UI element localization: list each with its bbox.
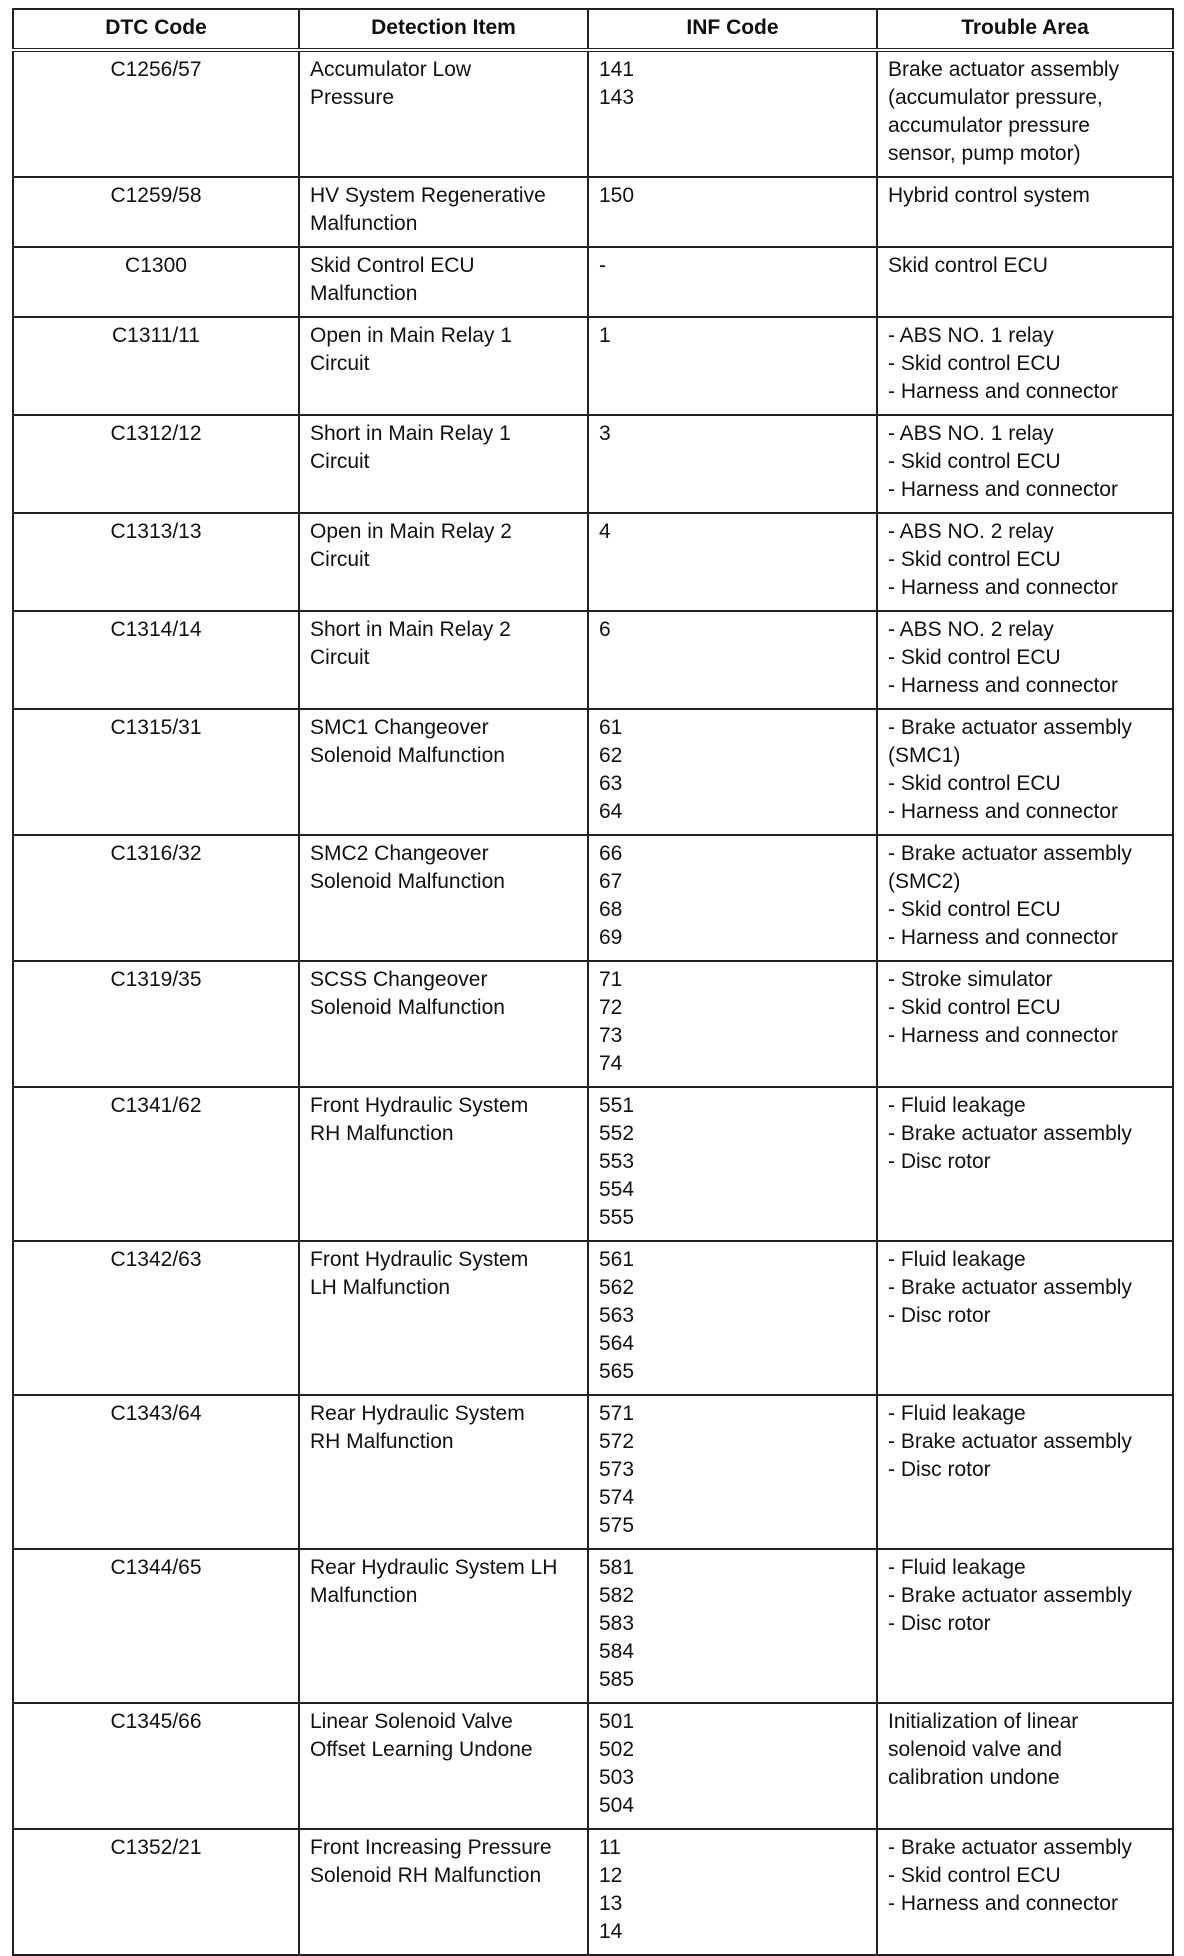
dtc-code-cell: C1312/12 — [13, 415, 299, 513]
header-trouble-area: Trouble Area — [877, 9, 1173, 50]
dtc-code-cell: C1314/14 — [13, 611, 299, 709]
inf-code-cell — [588, 317, 877, 415]
inf-code-line: 503 — [599, 1766, 635, 1789]
detection-item-line: Offset Learning Undone — [310, 1738, 533, 1761]
detection-item-line: SMC2 Changeover — [310, 842, 489, 865]
trouble-area-line: - Skid control ECU — [888, 898, 1061, 921]
table-row — [13, 961, 1173, 1087]
table-row — [13, 1241, 1173, 1395]
dtc-code-cell: C1319/35 — [13, 961, 299, 1087]
detection-item-line: Solenoid Malfunction — [310, 870, 505, 893]
table-row — [13, 1703, 1173, 1829]
table-body — [13, 50, 1173, 1955]
inf-code-line: 554 — [599, 1178, 635, 1201]
trouble-area-cell — [877, 247, 1173, 317]
inf-code-line: 563 — [599, 1304, 635, 1327]
trouble-area-line: - Skid control ECU — [888, 1864, 1061, 1887]
detection-item-cell — [299, 1829, 588, 1955]
detection-item-line: Accumulator Low — [310, 58, 472, 81]
trouble-area-line: - Disc rotor — [888, 1612, 991, 1635]
trouble-area-line: - Brake actuator assembly — [888, 1122, 1132, 1145]
detection-item-line: Solenoid RH Malfunction — [310, 1864, 542, 1887]
inf-code-line: 3 — [599, 422, 611, 445]
inf-code-line: 555 — [599, 1206, 635, 1229]
inf-code-line: 583 — [599, 1612, 635, 1635]
trouble-area-line: - Skid control ECU — [888, 548, 1061, 571]
trouble-area-line: - ABS NO. 1 relay — [888, 422, 1054, 445]
inf-code-line: 61 — [599, 716, 623, 739]
detection-item-cell — [299, 709, 588, 835]
detection-item-line: Solenoid Malfunction — [310, 996, 505, 1019]
inf-code-line: 64 — [599, 800, 623, 823]
trouble-area-line: (accumulator pressure, — [888, 86, 1103, 109]
inf-code-line: 571 — [599, 1402, 635, 1425]
trouble-area-line: - Brake actuator assembly — [888, 1430, 1132, 1453]
inf-code-line: 66 — [599, 842, 623, 865]
detection-item-line: Malfunction — [310, 282, 418, 305]
trouble-area-line: - Harness and connector — [888, 1892, 1118, 1915]
inf-code-line: 572 — [599, 1430, 635, 1453]
trouble-area-cell — [877, 1087, 1173, 1241]
trouble-area-line: - ABS NO. 2 relay — [888, 520, 1054, 543]
dtc-code-cell: C1316/32 — [13, 835, 299, 961]
table-row — [13, 177, 1173, 247]
trouble-area-line: - Harness and connector — [888, 1024, 1118, 1047]
header-inf-code: INF Code — [588, 9, 877, 50]
dtc-code-cell: C1300 — [13, 247, 299, 317]
detection-item-line: RH Malfunction — [310, 1430, 454, 1453]
table-header-row — [13, 9, 1173, 50]
inf-code-cell — [588, 961, 877, 1087]
trouble-area-line: - Harness and connector — [888, 478, 1118, 501]
dtc-code-cell: C1259/58 — [13, 177, 299, 247]
table-row — [13, 611, 1173, 709]
dtc-code-cell: C1344/65 — [13, 1549, 299, 1703]
trouble-area-line: - Harness and connector — [888, 800, 1118, 823]
dtc-code-cell: C1256/57 — [13, 50, 299, 177]
inf-code-line: 68 — [599, 898, 623, 921]
inf-code-cell — [588, 513, 877, 611]
detection-item-line: Front Hydraulic System — [310, 1094, 529, 1117]
trouble-area-line: sensor, pump motor) — [888, 142, 1081, 165]
trouble-area-line: (SMC1) — [888, 744, 961, 767]
trouble-area-line: solenoid valve and — [888, 1738, 1062, 1761]
trouble-area-line: - Skid control ECU — [888, 996, 1061, 1019]
trouble-area-cell — [877, 1395, 1173, 1549]
inf-code-line: 501 — [599, 1710, 635, 1733]
inf-code-line: 565 — [599, 1360, 635, 1383]
trouble-area-line: - Harness and connector — [888, 926, 1118, 949]
detection-item-line: Rear Hydraulic System — [310, 1402, 525, 1425]
trouble-area-line: Brake actuator assembly — [888, 58, 1120, 81]
table-row — [13, 247, 1173, 317]
dtc-code-cell: C1342/63 — [13, 1241, 299, 1395]
inf-code-line: 551 — [599, 1094, 635, 1117]
table-row — [13, 835, 1173, 961]
inf-code-cell — [588, 177, 877, 247]
inf-code-line: 584 — [599, 1640, 635, 1663]
inf-code-line: 562 — [599, 1276, 635, 1299]
trouble-area-line: - Skid control ECU — [888, 646, 1061, 669]
inf-code-line: 14 — [599, 1920, 623, 1943]
dtc-code-cell: C1345/66 — [13, 1703, 299, 1829]
inf-code-line: 11 — [599, 1836, 621, 1859]
trouble-area-line: - Brake actuator assembly — [888, 1836, 1132, 1859]
trouble-area-line: - Skid control ECU — [888, 772, 1061, 795]
trouble-area-line: - Skid control ECU — [888, 450, 1061, 473]
inf-code-line: 150 — [599, 184, 635, 207]
inf-code-cell — [588, 415, 877, 513]
header-detection-item: Detection Item — [299, 9, 588, 50]
table-row — [13, 317, 1173, 415]
inf-code-cell — [588, 1549, 877, 1703]
inf-code-line: 63 — [599, 772, 623, 795]
detection-item-line: SMC1 Changeover — [310, 716, 489, 739]
detection-item-cell — [299, 415, 588, 513]
inf-code-line: 143 — [599, 86, 635, 109]
inf-code-line: 72 — [599, 996, 623, 1019]
inf-code-cell — [588, 1829, 877, 1955]
trouble-area-line: Initialization of linear — [888, 1710, 1079, 1733]
inf-code-line: 141 — [599, 58, 635, 81]
detection-item-line: RH Malfunction — [310, 1122, 454, 1145]
inf-code-cell — [588, 1395, 877, 1549]
detection-item-cell — [299, 835, 588, 961]
table-row — [13, 1395, 1173, 1549]
detection-item-line: Solenoid Malfunction — [310, 744, 505, 767]
inf-code-line: 69 — [599, 926, 623, 949]
detection-item-line: Circuit — [310, 548, 370, 571]
trouble-area-line: - Fluid leakage — [888, 1248, 1026, 1271]
detection-item-line: Open in Main Relay 1 — [310, 324, 512, 347]
inf-code-line: 67 — [599, 870, 623, 893]
detection-item-line: Rear Hydraulic System LH — [310, 1556, 558, 1579]
detection-item-line: Front Increasing Pressure — [310, 1836, 552, 1859]
trouble-area-line: - Fluid leakage — [888, 1556, 1026, 1579]
detection-item-cell — [299, 177, 588, 247]
inf-code-line: 13 — [599, 1892, 623, 1915]
trouble-area-cell — [877, 1703, 1173, 1829]
inf-code-line: 12 — [599, 1864, 623, 1887]
detection-item-line: Malfunction — [310, 1584, 418, 1607]
inf-code-cell — [588, 247, 877, 317]
inf-code-line: - — [599, 254, 606, 277]
trouble-area-line: - Brake actuator assembly — [888, 842, 1132, 865]
detection-item-cell — [299, 1395, 588, 1549]
trouble-area-cell — [877, 611, 1173, 709]
detection-item-line: HV System Regenerative — [310, 184, 546, 207]
trouble-area-line: - Stroke simulator — [888, 968, 1053, 991]
table-row — [13, 709, 1173, 835]
detection-item-line: Circuit — [310, 450, 370, 473]
trouble-area-line: - Disc rotor — [888, 1458, 991, 1481]
dtc-table-container — [12, 8, 1172, 1956]
detection-item-line: Open in Main Relay 2 — [310, 520, 512, 543]
trouble-area-cell — [877, 415, 1173, 513]
trouble-area-line: - Brake actuator assembly — [888, 1276, 1132, 1299]
dtc-table — [12, 8, 1174, 1956]
detection-item-cell — [299, 50, 588, 177]
inf-code-line: 564 — [599, 1332, 635, 1355]
inf-code-cell — [588, 50, 877, 177]
table-row — [13, 513, 1173, 611]
table-row — [13, 50, 1173, 177]
inf-code-cell — [588, 1241, 877, 1395]
detection-item-line: SCSS Changeover — [310, 968, 488, 991]
trouble-area-cell — [877, 177, 1173, 247]
detection-item-line: Short in Main Relay 2 — [310, 618, 511, 641]
detection-item-line: Circuit — [310, 352, 370, 375]
detection-item-cell — [299, 1549, 588, 1703]
trouble-area-line: - Fluid leakage — [888, 1402, 1026, 1425]
detection-item-cell — [299, 1241, 588, 1395]
dtc-code-cell: C1315/31 — [13, 709, 299, 835]
detection-item-line: LH Malfunction — [310, 1276, 451, 1299]
inf-code-cell — [588, 611, 877, 709]
detection-item-cell — [299, 317, 588, 415]
detection-item-line: Skid Control ECU — [310, 254, 475, 277]
trouble-area-line: - Harness and connector — [888, 576, 1118, 599]
trouble-area-line: calibration undone — [888, 1766, 1060, 1789]
table-row — [13, 1829, 1173, 1955]
trouble-area-line: - Disc rotor — [888, 1150, 991, 1173]
inf-code-cell — [588, 1087, 877, 1241]
inf-code-line: 552 — [599, 1122, 635, 1145]
table-row — [13, 1549, 1173, 1703]
detection-item-line: Pressure — [310, 86, 395, 109]
detection-item-cell — [299, 611, 588, 709]
inf-code-line: 585 — [599, 1668, 635, 1691]
trouble-area-cell — [877, 961, 1173, 1087]
trouble-area-line: - ABS NO. 1 relay — [888, 324, 1054, 347]
detection-item-cell — [299, 247, 588, 317]
inf-code-line: 62 — [599, 744, 623, 767]
trouble-area-cell — [877, 1241, 1173, 1395]
inf-code-line: 6 — [599, 618, 611, 641]
inf-code-line: 574 — [599, 1486, 635, 1509]
inf-code-line: 575 — [599, 1514, 635, 1537]
trouble-area-line: - Skid control ECU — [888, 352, 1061, 375]
trouble-area-cell — [877, 317, 1173, 415]
dtc-code-cell: C1352/21 — [13, 1829, 299, 1955]
inf-code-line: 573 — [599, 1458, 635, 1481]
inf-code-line: 582 — [599, 1584, 635, 1607]
trouble-area-line: - ABS NO. 2 relay — [888, 618, 1054, 641]
inf-code-line: 71 — [599, 968, 623, 991]
table-row — [13, 415, 1173, 513]
inf-code-line: 561 — [599, 1248, 635, 1271]
inf-code-line: 73 — [599, 1024, 623, 1047]
table-row — [13, 1087, 1173, 1241]
inf-code-line: 581 — [599, 1556, 635, 1579]
trouble-area-cell — [877, 1549, 1173, 1703]
inf-code-cell — [588, 709, 877, 835]
dtc-code-cell: C1311/11 — [13, 317, 299, 415]
trouble-area-line: accumulator pressure — [888, 114, 1090, 137]
inf-code-line: 4 — [599, 520, 611, 543]
trouble-area-line: - Disc rotor — [888, 1304, 991, 1327]
trouble-area-line: - Brake actuator assembly — [888, 1584, 1132, 1607]
detection-item-cell — [299, 513, 588, 611]
detection-item-cell — [299, 1087, 588, 1241]
trouble-area-line: (SMC2) — [888, 870, 961, 893]
inf-code-line: 502 — [599, 1738, 635, 1761]
trouble-area-line: - Harness and connector — [888, 380, 1118, 403]
detection-item-line: Malfunction — [310, 212, 418, 235]
detection-item-line: Circuit — [310, 646, 370, 669]
inf-code-line: 1 — [599, 324, 611, 347]
inf-code-cell — [588, 835, 877, 961]
trouble-area-line: Hybrid control system — [888, 184, 1090, 207]
dtc-code-cell: C1313/13 — [13, 513, 299, 611]
trouble-area-cell — [877, 513, 1173, 611]
header-dtc-code: DTC Code — [13, 9, 299, 50]
trouble-area-line: - Harness and connector — [888, 674, 1118, 697]
trouble-area-cell — [877, 835, 1173, 961]
inf-code-line: 553 — [599, 1150, 635, 1173]
detection-item-cell — [299, 1703, 588, 1829]
inf-code-line: 74 — [599, 1052, 623, 1075]
trouble-area-line: - Brake actuator assembly — [888, 716, 1132, 739]
dtc-code-cell: C1341/62 — [13, 1087, 299, 1241]
inf-code-line: 504 — [599, 1794, 635, 1817]
trouble-area-cell — [877, 709, 1173, 835]
inf-code-cell — [588, 1703, 877, 1829]
detection-item-line: Front Hydraulic System — [310, 1248, 529, 1271]
trouble-area-cell — [877, 50, 1173, 177]
detection-item-line: Short in Main Relay 1 — [310, 422, 511, 445]
trouble-area-cell — [877, 1829, 1173, 1955]
dtc-code-cell: C1343/64 — [13, 1395, 299, 1549]
trouble-area-line: - Fluid leakage — [888, 1094, 1026, 1117]
trouble-area-line: Skid control ECU — [888, 254, 1048, 277]
detection-item-line: Linear Solenoid Valve — [310, 1710, 513, 1733]
detection-item-cell — [299, 961, 588, 1087]
